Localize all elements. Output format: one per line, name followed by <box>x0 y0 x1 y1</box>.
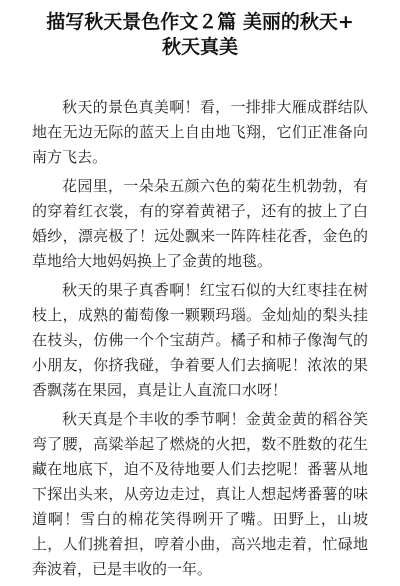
paragraph-wild-geese: 秋天的景色真美啊！看，一排排大雁成群结队地在无边无际的蓝天上自由地飞翔，它们正准备向南方飞去。 <box>32 98 368 166</box>
article-body <box>32 95 368 586</box>
paragraph-fruits: 秋天的果子真香啊！红宝石似的大红枣挂在树枝上，成熟的葡萄像一颗颗玛瑙。金灿灿的梨头挂在枝头，仿佛一个个宝葫芦。橘子和柿子像淘气的小朋友，你挤我碰，争着要人们去摘呢！浓浓的果香飘荡在果园，真是让人直流口水呀！ <box>32 281 368 399</box>
article-title-line-1: 描写秋天景色作文２篇 美丽的秋天+ <box>46 11 354 33</box>
paragraph-harvest: 秋天真是个丰收的季节啊！金黄金黄的稻谷笑弯了腰，高粱举起了燃烧的火把，数不胜数的花生藏在地底下，迫不及待地要人们去挖呢！番薯从地下探出头来，从旁边走过，真让人想起烤番薯的味道啊！雪白的棉花笑得咧开了嘴。田野上，山坡上，人们挑着担，哼着小曲，高兴地走着，忙碌地奔波着，已是丰收的一年。 <box>32 410 368 578</box>
paragraph-chrysanthemums: 花园里，一朵朵五颜六色的菊花生机勃勃，有的穿着红衣裳，有的穿着黄裙子，还有的披上了白婚纱，漂亮极了！远处飘来一阵阵桂花香，金色的草地给大地妈妈换上了金黄的地毯。 <box>32 177 368 270</box>
article-title <box>0 10 400 60</box>
article-title-line-2: 秋天真美 <box>161 36 238 58</box>
